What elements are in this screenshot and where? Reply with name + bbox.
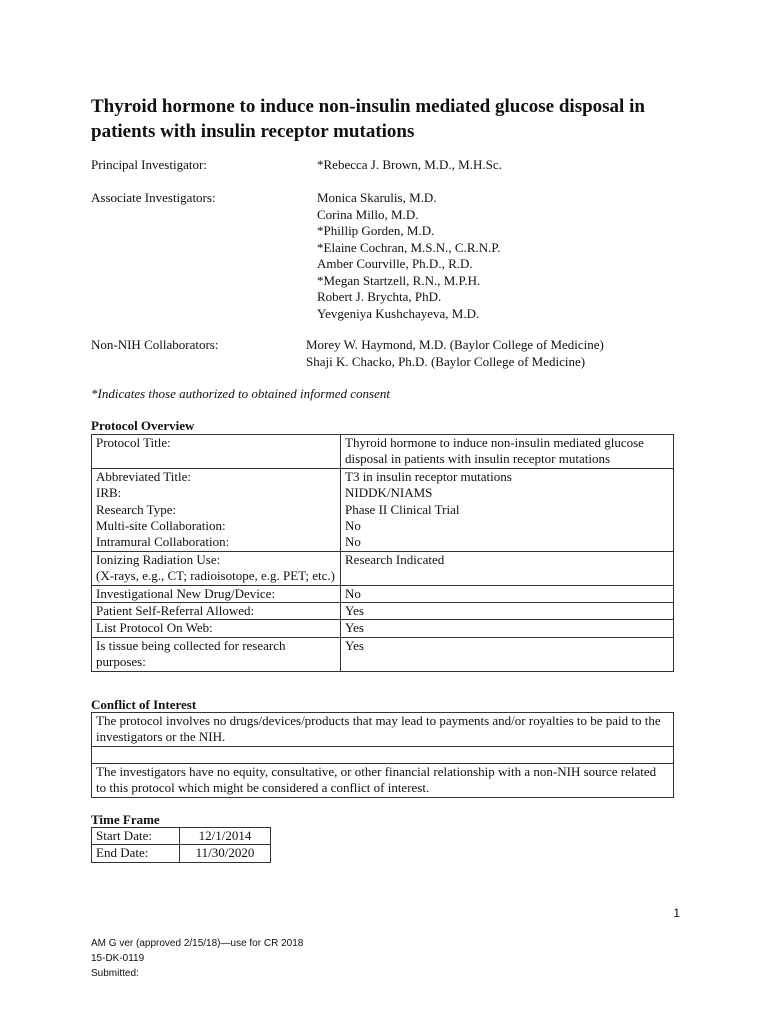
table-row xyxy=(92,551,674,585)
table-key: Is tissue being collected for research purposes: xyxy=(92,637,341,671)
table-row xyxy=(92,534,674,551)
table-row xyxy=(92,435,674,469)
table-row xyxy=(92,502,674,518)
table-value: NIDDK/NIAMS xyxy=(341,485,674,501)
footer-submitted: Submitted: xyxy=(91,968,139,979)
time-frame-table xyxy=(91,827,271,863)
principal-investigator-name: *Rebecca J. Brown, M.D., M.H.Sc. xyxy=(317,157,502,172)
table-value: No xyxy=(341,518,674,534)
table-value: No xyxy=(341,585,674,602)
page-number: 1 xyxy=(673,906,680,920)
document-title: Thyroid hormone to induce non-insulin mediated glucose disposal in patients with insulin receptor mutations xyxy=(91,96,645,142)
table-value: T3 in insulin receptor mutations xyxy=(341,468,674,485)
table-key: Ionizing Radiation Use: (X-rays, e.g., CT; radioisotope, e.g. PET; etc.) xyxy=(92,551,341,585)
coi-statement: The investigators have no equity, consultative, or other financial relationship with a non-NIH source related to this protocol which might be considered a conflict of interest. xyxy=(92,763,674,797)
collaborators-label: Non-NIH Collaborators: xyxy=(91,337,219,352)
table-value: Research Indicated xyxy=(341,551,674,585)
table-row xyxy=(92,518,674,534)
table-key: IRB: xyxy=(92,485,341,501)
associate-name: Monica Skarulis, M.D. xyxy=(317,190,437,205)
associate-name: *Elaine Cochran, M.S.N., C.R.N.P. xyxy=(317,239,501,255)
table-row xyxy=(92,637,674,671)
start-date-label: Start Date: xyxy=(92,828,180,845)
footer xyxy=(91,936,303,981)
table-key: Research Type: xyxy=(92,502,341,518)
table-value: Yes xyxy=(341,603,674,620)
table-row xyxy=(92,763,674,797)
table-row xyxy=(92,485,674,501)
associate-name: Corina Millo, M.D. xyxy=(317,206,419,222)
collaborator-name: Morey W. Haymond, M.D. (Baylor College of Medicine) xyxy=(306,337,604,352)
associate-name: Robert J. Brychta, PhD. xyxy=(317,289,442,304)
table-key: Abbreviated Title: xyxy=(92,468,341,485)
table-row xyxy=(92,746,674,763)
table-row xyxy=(92,828,271,845)
table-value: Phase II Clinical Trial xyxy=(341,502,674,518)
associate-name: Yevgeniya Kushchayeva, M.D. xyxy=(317,305,480,321)
associate-name: *Phillip Gorden, M.D. xyxy=(317,223,435,238)
table-row xyxy=(92,603,674,620)
conflict-of-interest-table xyxy=(91,712,674,798)
table-key: Multi-site Collaboration: xyxy=(92,518,341,534)
coi-statement: The protocol involves no drugs/devices/products that may lead to payments and/or royalties to be paid to the investigators or the NIH. xyxy=(92,713,674,747)
table-value: Yes xyxy=(341,620,674,637)
table-row xyxy=(92,468,674,485)
conflict-of-interest-heading: Conflict of Interest xyxy=(91,697,197,712)
table-row xyxy=(92,585,674,602)
protocol-overview-heading: Protocol Overview xyxy=(91,418,195,433)
associate-name: Amber Courville, Ph.D., R.D. xyxy=(317,256,473,271)
coi-empty-cell xyxy=(92,746,674,763)
protocol-overview-table xyxy=(91,434,674,672)
table-value: No xyxy=(341,534,674,551)
table-value: Thyroid hormone to induce non-insulin mediated glucose disposal in patients with insulin receptor mutations xyxy=(341,435,674,469)
table-key: Patient Self-Referral Allowed: xyxy=(92,603,341,620)
table-key: Intramural Collaboration: xyxy=(92,534,341,551)
table-value: Yes xyxy=(341,637,674,671)
collaborator-name: Shaji K. Chacko, Ph.D. (Baylor College of Medicine) xyxy=(306,353,586,369)
associate-investigators-label: Associate Investigators: xyxy=(91,190,216,205)
end-date-label: End Date: xyxy=(92,845,180,862)
associate-name: *Megan Startzell, R.N., M.P.H. xyxy=(317,272,481,288)
table-row xyxy=(92,620,674,637)
table-key: List Protocol On Web: xyxy=(92,620,341,637)
table-key: Investigational New Drug/Device: xyxy=(92,585,341,602)
consent-note: *Indicates those authorized to obtained informed consent xyxy=(91,386,390,401)
table-row xyxy=(92,845,271,862)
end-date-value: 11/30/2020 xyxy=(180,845,271,862)
table-key: Protocol Title: xyxy=(92,435,341,469)
time-frame-heading: Time Frame xyxy=(91,812,160,827)
principal-investigator-label: Principal Investigator: xyxy=(91,157,207,172)
table-row xyxy=(92,713,674,747)
footer-version: AM G ver (approved 2/15/18)—use for CR 2018 xyxy=(91,938,304,949)
start-date-value: 12/1/2014 xyxy=(180,828,271,845)
footer-protocol-id: 15-DK-0119 xyxy=(91,953,145,964)
